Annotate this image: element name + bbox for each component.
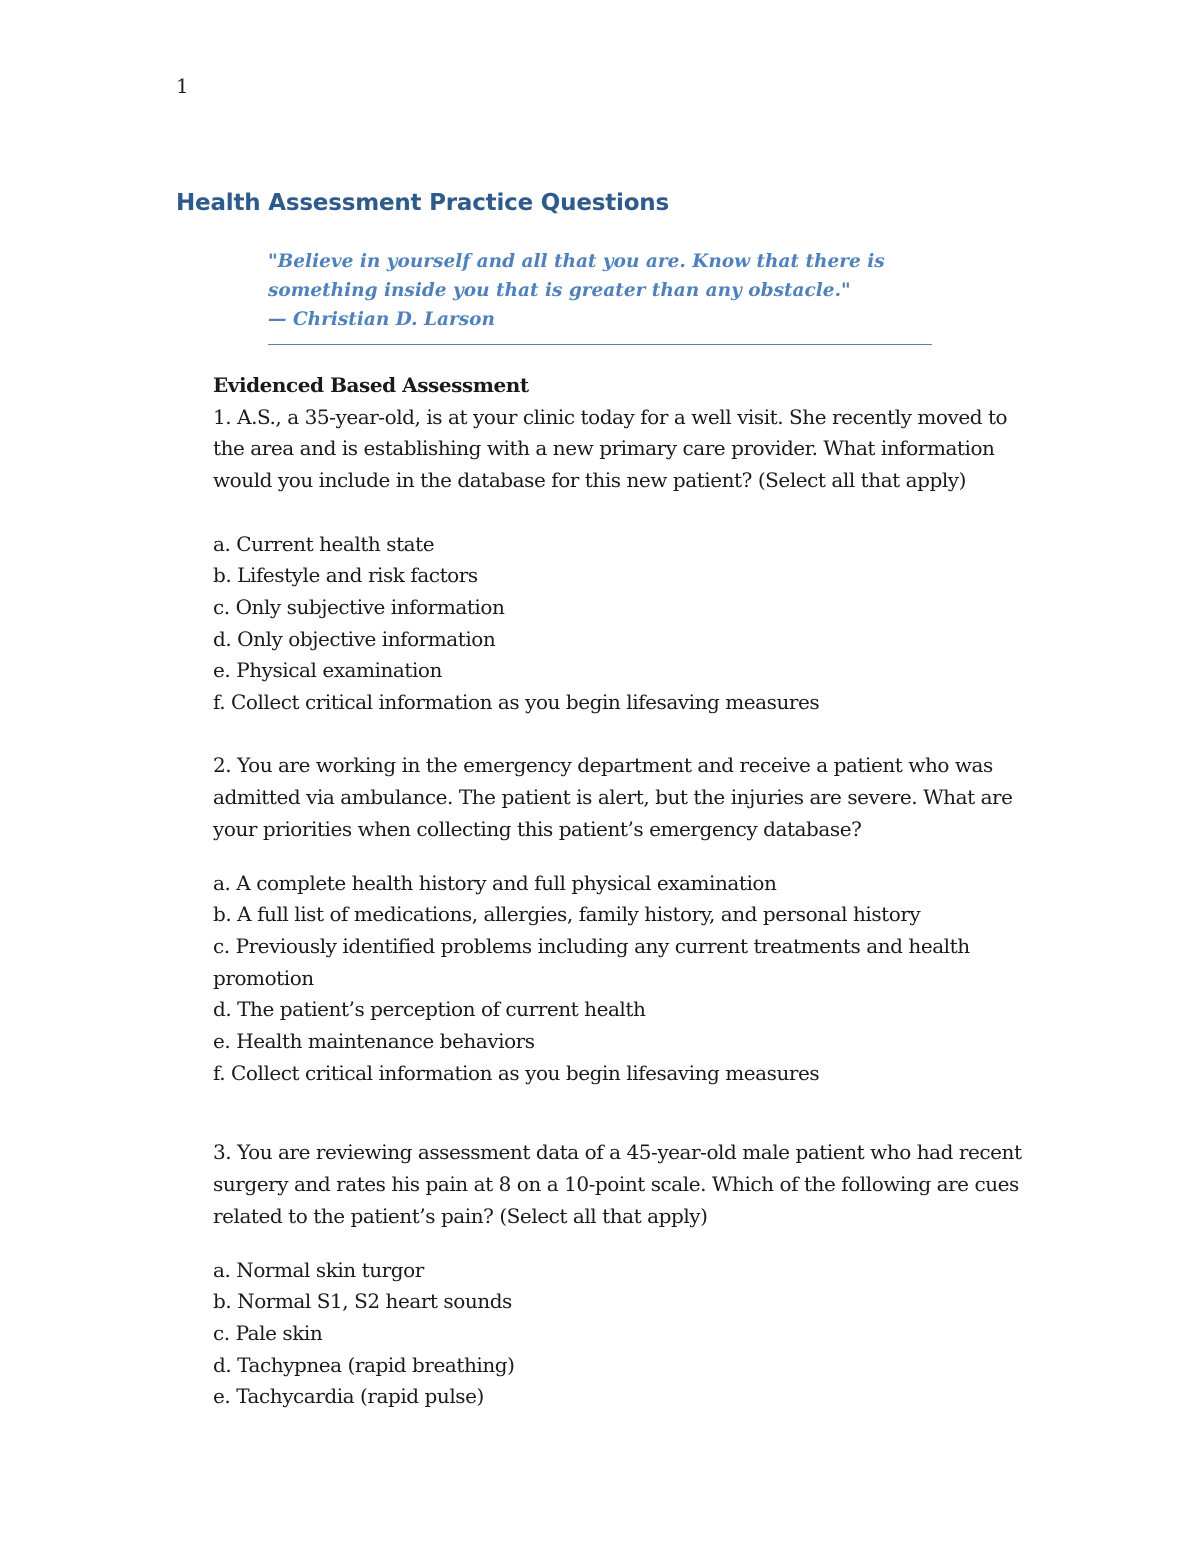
option-item: c. Pale skin <box>213 1320 323 1345</box>
option-item: e. Tachycardia (rapid pulse) <box>213 1384 484 1409</box>
option-item: b. Normal S1, S2 heart sounds <box>213 1289 512 1314</box>
question-1-options <box>213 529 1033 719</box>
option-item: a. Normal skin turgor <box>213 1257 424 1282</box>
option-item: e. Health maintenance behaviors <box>213 1029 535 1054</box>
page-title: Health Assessment Practice Questions <box>176 190 669 216</box>
option-item: a. Current health state <box>213 531 435 556</box>
question-2-options <box>213 868 1033 1090</box>
question-2-text: 2. You are working in the emergency department and receive a patient who was admitted via ambulance. The patient is alert, but the injuries are severe. What are your priorities when collecting this patient’s emergency database? <box>213 753 1013 841</box>
option-item: d. The patient’s perception of current health <box>213 997 646 1022</box>
question-3-text: 3. You are reviewing assessment data of a 45-year-old male patient who had recent surgery and rates his pain at 8 on a 10-point scale. Which of the following are cues related to the patient’s pain? (Select all that apply) <box>213 1140 1022 1228</box>
option-item: f. Collect critical information as you begin lifesaving measures <box>213 1060 820 1085</box>
quote-attribution: — Christian D. Larson <box>268 309 495 330</box>
question-1-text: 1. A.S., a 35-year-old, is at your clinic today for a well visit. She recently moved to the area and is establishing with a new primary care provider. What information would you include in the database for this new patient? (Select all that apply) <box>213 404 1008 493</box>
option-item: f. Collect critical information as you begin lifesaving measures <box>213 690 820 715</box>
option-item: b. Lifestyle and risk factors <box>213 563 478 588</box>
option-item: d. Tachypnea (rapid breathing) <box>213 1352 515 1377</box>
section-heading: Evidenced Based Assessment <box>213 373 529 397</box>
quote-line-2: something inside you that is greater than any obstacle." <box>268 280 851 301</box>
quote-line-1: "Believe in yourself and all that you are. Know that there is <box>268 251 885 272</box>
page-number: 1 <box>176 74 189 98</box>
option-item: a. A complete health history and full physical examination <box>213 870 777 895</box>
option-item: c. Previously identified problems including any current treatments and health promotion <box>213 933 970 990</box>
document-body <box>213 370 1033 1413</box>
option-item: c. Only subjective information <box>213 594 505 619</box>
option-item: d. Only objective information <box>213 626 496 651</box>
epigraph-quote <box>268 247 932 345</box>
question-3-options <box>213 1255 1033 1414</box>
option-item: e. Physical examination <box>213 658 442 683</box>
option-item: b. A full list of medications, allergies, family history, and personal history <box>213 902 921 927</box>
